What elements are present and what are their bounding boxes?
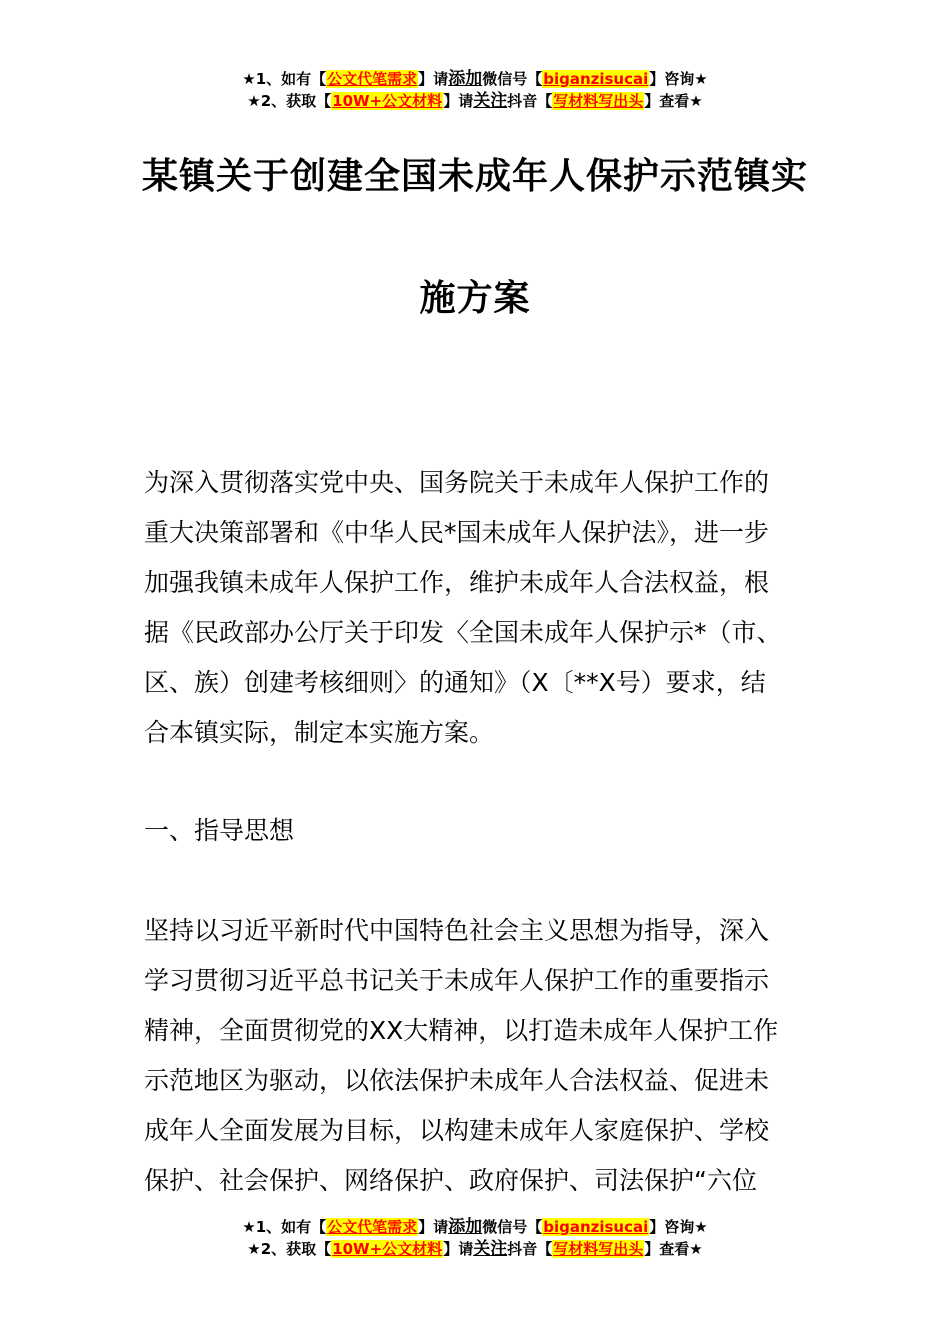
banner-text: 抖音【 xyxy=(507,1240,553,1258)
banner-text: 】请 xyxy=(418,70,449,88)
banner-line-2 xyxy=(0,90,950,112)
banner-text: 】请 xyxy=(443,1240,474,1258)
banner-text: 】请 xyxy=(443,92,474,110)
paragraph-line: 精神，全面贯彻党的XX大精神，以打造未成年人保护工作 xyxy=(144,1016,779,1045)
banner-text: 】查看★ xyxy=(644,1240,703,1258)
paragraph-line: 保护、社会保护、网络保护、政府保护、司法保护“六位 xyxy=(144,1166,757,1195)
banner-text: 】查看★ xyxy=(644,92,703,110)
paragraph-line: 为深入贯彻落实党中央、国务院关于未成年人保护工作的 xyxy=(144,468,770,497)
banner-line-1 xyxy=(0,1216,950,1238)
paragraph-line: 合本镇实际，制定本实施方案。 xyxy=(144,718,495,747)
banner-text: ★1、如有【 xyxy=(242,1218,327,1236)
header-banner xyxy=(0,68,950,112)
banner-text: ★2、获取【 xyxy=(247,92,332,110)
banner-text: 】咨询★ xyxy=(649,1218,708,1236)
paragraph-line: 成年人全面发展为目标，以构建未成年人家庭保护、学校 xyxy=(144,1116,770,1145)
banner-highlight: 公文代笔需求 xyxy=(327,70,418,88)
banner-highlight: 写材料写出头 xyxy=(553,1240,644,1258)
banner-highlight: 10W+公文材料 xyxy=(332,1240,443,1258)
paragraph-line: 坚持以习近平新时代中国特色社会主义思想为指导，深入 xyxy=(144,916,770,945)
paragraph-line: 区、族）创建考核细则〉的通知》（X〔**X号）要求，结 xyxy=(144,668,766,697)
banner-highlight: 10W+公文材料 xyxy=(332,92,443,110)
banner-text: 】咨询★ xyxy=(649,70,708,88)
banner-text: 微信号【 xyxy=(482,1218,543,1236)
banner-text: ★2、获取【 xyxy=(247,1240,332,1258)
banner-highlight: 写材料写出头 xyxy=(553,92,644,110)
paragraph-line: 重大决策部署和《中华人民*国未成年人保护法》，进一步 xyxy=(144,518,770,547)
document-title-line-1: 某镇关于创建全国未成年人保护示范镇实 xyxy=(141,156,808,197)
paragraph-line: 学习贯彻习近平总书记关于未成年人保护工作的重要指示 xyxy=(144,966,770,995)
footer-banner xyxy=(0,1216,950,1260)
banner-underlined: 关注 xyxy=(473,1239,508,1259)
banner-line-1 xyxy=(0,68,950,90)
banner-highlight: biganzisucai xyxy=(543,1218,649,1236)
intro-paragraph xyxy=(144,458,809,758)
section-heading-text: 一、指导思想 xyxy=(144,816,295,845)
section-1-paragraph xyxy=(144,906,809,1206)
banner-highlight: 公文代笔需求 xyxy=(327,1218,418,1236)
banner-text: ★1、如有【 xyxy=(242,70,327,88)
banner-underlined: 添加 xyxy=(448,1217,483,1237)
paragraph-line: 据《民政部办公厅关于印发〈全国未成年人保护示*（市、 xyxy=(144,618,782,647)
banner-text: 抖音【 xyxy=(507,92,553,110)
banner-underlined: 添加 xyxy=(448,69,483,89)
banner-line-2 xyxy=(0,1238,950,1260)
section-heading-guiding-ideology xyxy=(144,806,809,856)
banner-text: 微信号【 xyxy=(482,70,543,88)
paragraph-line: 示范地区为驱动，以依法保护未成年人合法权益、促进未 xyxy=(144,1066,770,1095)
banner-text: 】请 xyxy=(418,1218,449,1236)
paragraph-line: 加强我镇未成年人保护工作，维护未成年人合法权益，根 xyxy=(144,568,770,597)
document-title-line-2: 施方案 xyxy=(419,278,531,319)
banner-underlined: 关注 xyxy=(473,91,508,111)
banner-highlight: biganzisucai xyxy=(543,70,649,88)
